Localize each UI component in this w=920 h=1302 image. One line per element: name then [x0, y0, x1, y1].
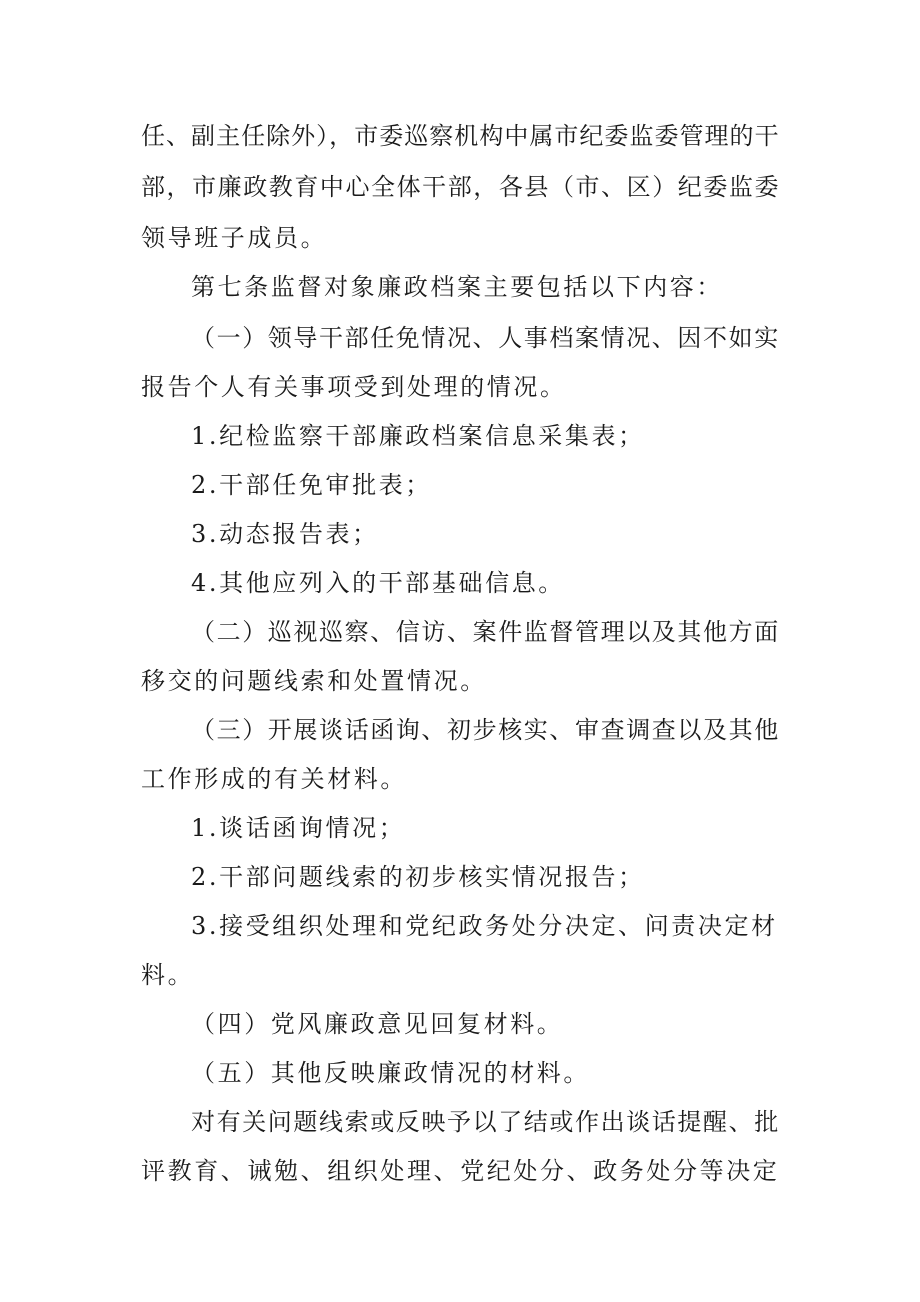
article-heading-line: 第七条监督对象廉政档案主要包括以下内容： [191, 273, 723, 301]
list-item: 4.其他应列入的干部基础信息。 [191, 569, 565, 597]
paragraph-line: 报告个人有关事项受到处理的情况。 [141, 373, 567, 401]
list-item: 1.纪检监察干部廉政档案信息采集表； [191, 422, 645, 450]
list-item: 3.动态报告表； [191, 520, 379, 548]
paragraph-line: （三）开展谈话函询、初步核实、审查调查以及其他 [191, 716, 780, 744]
paragraph-line: 评教育、诫勉、组织处理、党纪处分、政务处分等决定 [141, 1157, 780, 1185]
paragraph-line: （五）其他反映廉政情况的材料。 [191, 1059, 590, 1087]
paragraph-line: （四）党风廉政意见回复材料。 [191, 1010, 564, 1038]
list-item: 3.接受组织处理和党纪政务处分决定、问责决定材 [191, 912, 778, 940]
list-item: 2.干部任免审批表； [191, 471, 432, 499]
paragraph-line: 料。 [141, 961, 195, 989]
list-item: 2.干部问题线索的初步核实情况报告； [191, 863, 645, 891]
paragraph-line: （一）领导干部任免情况、人事档案情况、因不如实 [191, 324, 780, 352]
paragraph-line: 移交的问题线索和处置情况。 [141, 667, 487, 695]
paragraph-line: 部，市廉政教育中心全体干部，各县（市、区）纪委监委 [141, 173, 780, 201]
paragraph-line: 任、副主任除外），市委巡察机构中属市纪委监委管理的干 [141, 122, 780, 150]
paragraph-line: （二）巡视巡察、信访、案件监督管理以及其他方面 [191, 618, 780, 646]
paragraph-line: 领导班子成员。 [141, 224, 328, 252]
paragraph-line: 工作形成的有关材料。 [141, 765, 407, 793]
list-item: 1.谈话函询情况； [191, 814, 406, 842]
paragraph-line: 对有关问题线索或反映予以了结或作出谈话提醒、批 [191, 1108, 780, 1136]
